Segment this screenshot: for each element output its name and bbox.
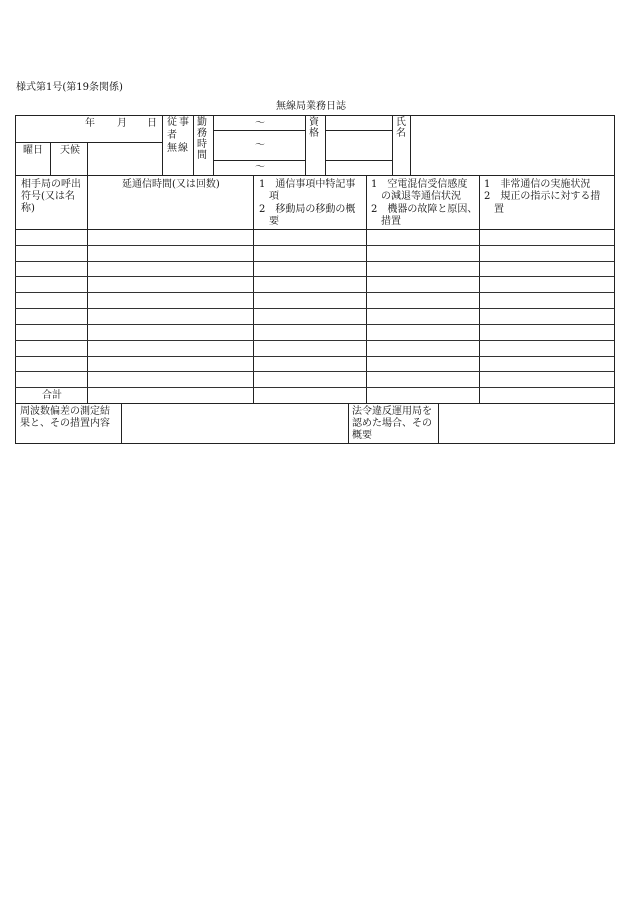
month-label: 月 [117, 118, 127, 129]
form-number: 様式第1号(第19条関係) [16, 82, 123, 93]
table-row [15, 356, 614, 357]
table-row [15, 276, 614, 277]
table-row [15, 340, 614, 341]
work-time-tilde-3: ～ [255, 162, 265, 173]
column-header-duration: 延通信時間(又は回数) [122, 179, 220, 190]
weekday-label: 曜日 [23, 145, 43, 156]
weather-label: 天候 [60, 145, 80, 156]
table-row [15, 261, 614, 262]
work-time-tilde-2: ～ [255, 140, 265, 151]
table-row [15, 308, 614, 309]
page-title: 無線局業務日誌 [276, 101, 346, 112]
day-label: 日 [147, 118, 157, 129]
table-row [15, 292, 614, 293]
table-row [15, 371, 614, 372]
year-label: 年 [85, 118, 95, 129]
table-row [15, 324, 614, 325]
total-label: 合計 [42, 390, 62, 401]
table-row [15, 387, 614, 388]
work-time-tilde-1: ～ [255, 118, 265, 129]
table-row [15, 245, 614, 246]
